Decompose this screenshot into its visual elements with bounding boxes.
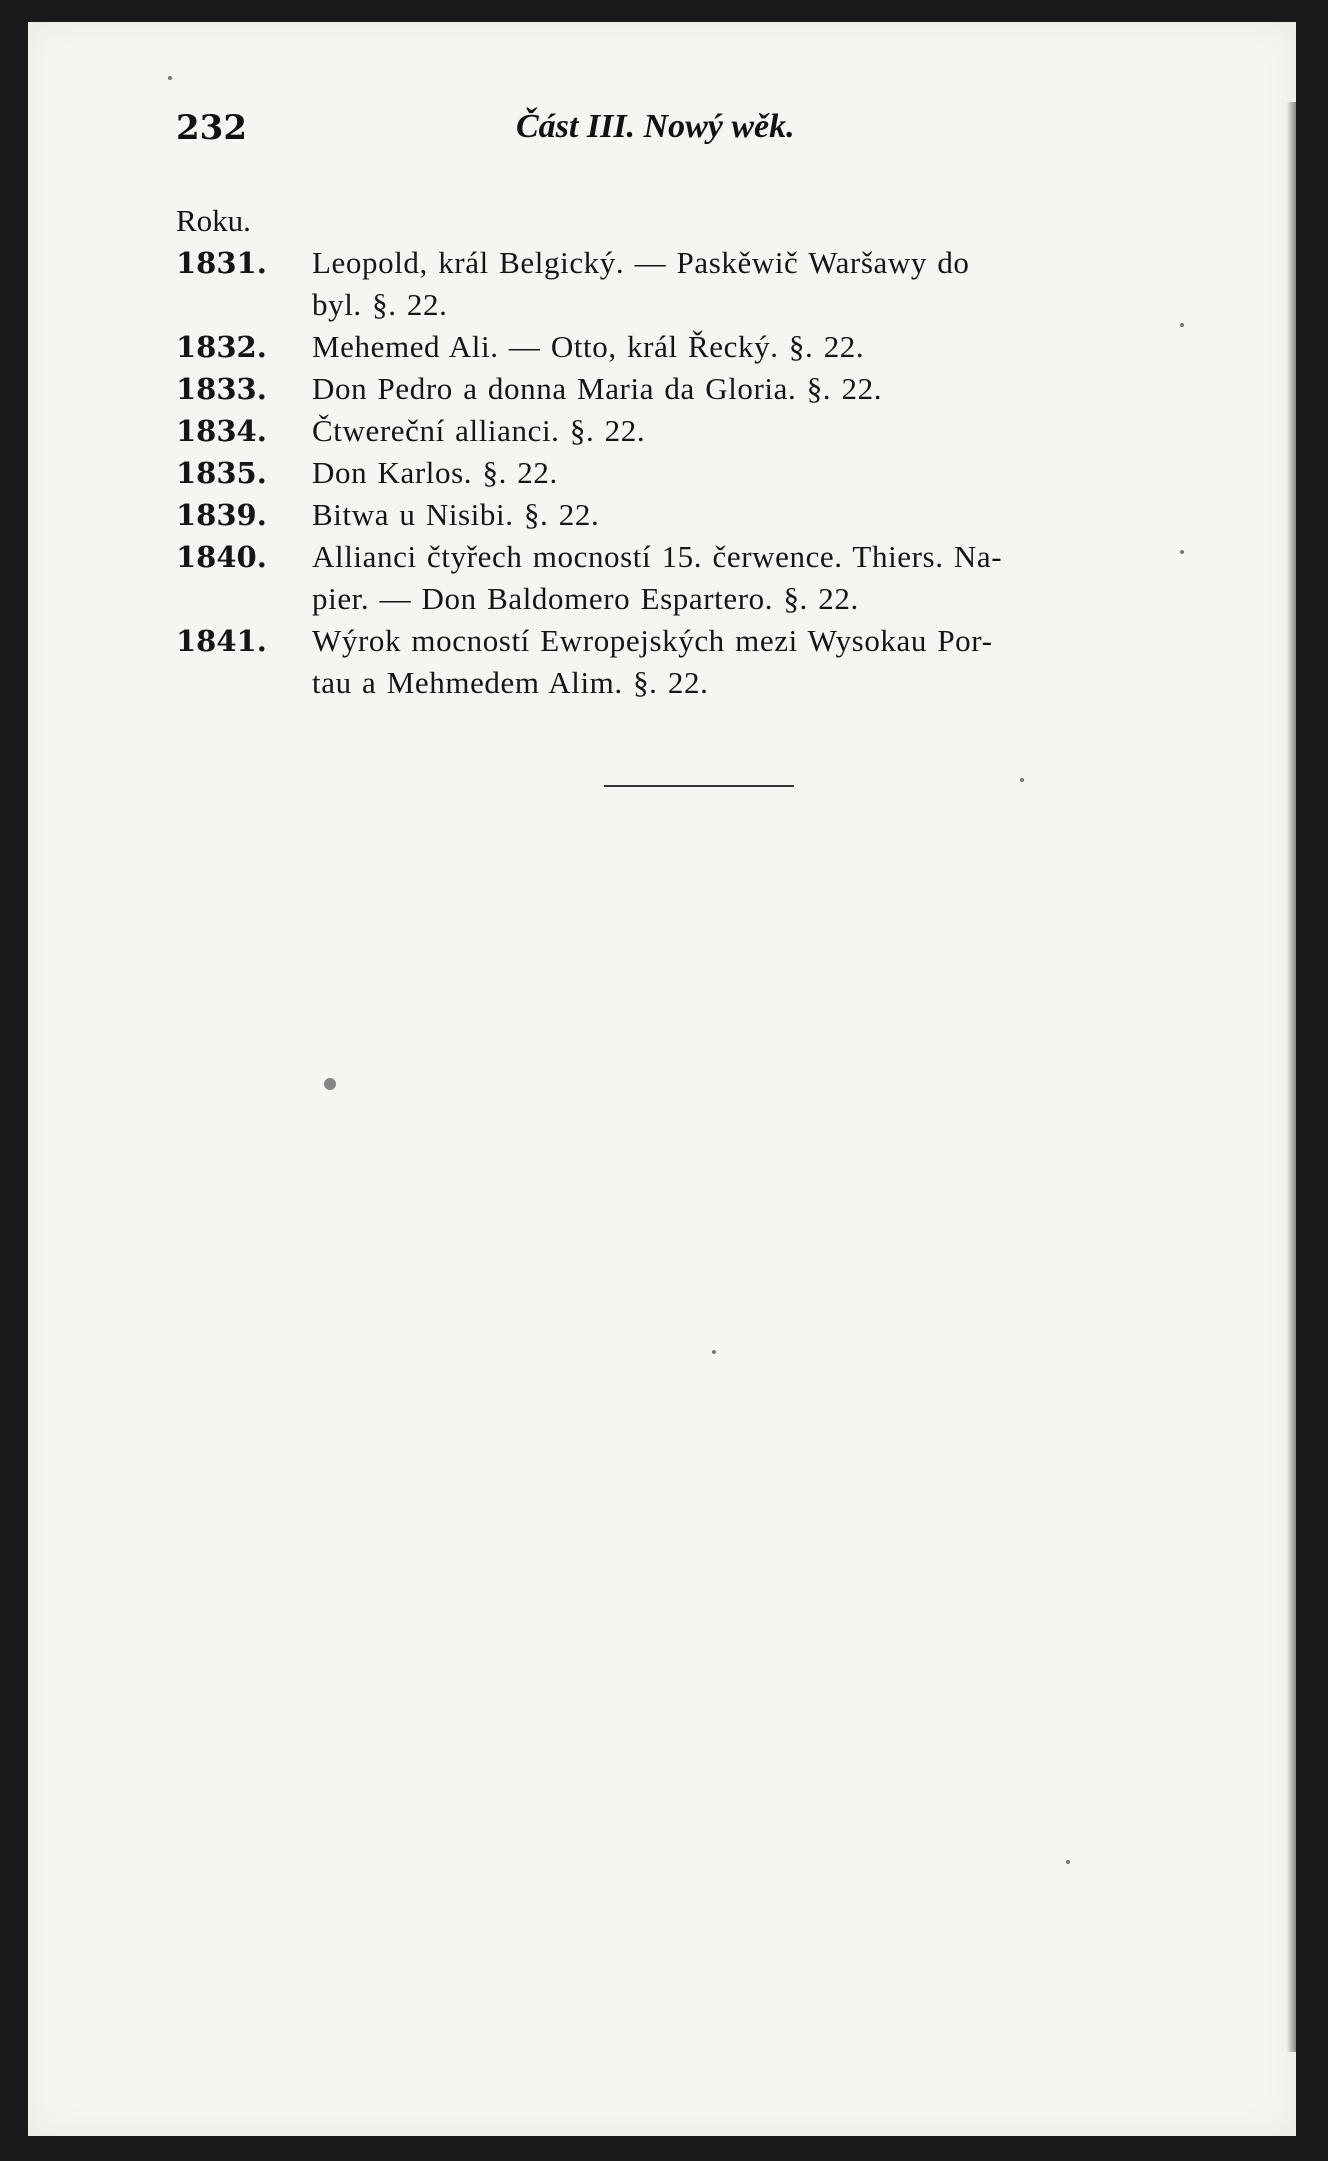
chronology-entry [176, 410, 1186, 452]
entry-text [312, 242, 1186, 326]
entry-line: tau a Mehmedem Alim. §. 22. [312, 665, 709, 700]
entry-text [312, 326, 1186, 368]
paper-speck [168, 76, 172, 80]
paper-speck [1066, 1860, 1070, 1864]
entry-text [312, 368, 1186, 410]
entry-line: Don Karlos. §. 22. [312, 455, 558, 490]
entry-year: 1839. [176, 498, 267, 532]
entry-line: Allianci čtyřech mocností 15. čerwence. Thiers. Na- [312, 539, 1003, 574]
entry-line: Don Pedro a donna Maria da Gloria. §. 22. [312, 371, 883, 406]
roku-label: Roku. [176, 203, 251, 238]
chronology-entry [176, 452, 1186, 494]
paper-speck [1180, 550, 1184, 554]
chronology-entry [176, 494, 1186, 536]
chronology-entry [176, 242, 1186, 326]
chronology-entry [176, 620, 1186, 704]
chronology-list [176, 200, 1186, 704]
entry-text [312, 452, 1186, 494]
paper-speck [1020, 778, 1024, 782]
entry-year: 1831. [176, 246, 267, 280]
entry-line: Wýrok mocností Ewropejských mezi Wysokau Por- [312, 623, 993, 658]
entry-line: byl. §. 22. [312, 287, 448, 322]
running-title: Část III. Nowý wěk. [516, 108, 795, 145]
chronology-entry [176, 368, 1186, 410]
entry-line: Čtwereční allianci. §. 22. [312, 413, 646, 448]
entry-line: Leopold, král Belgický. — Paskěwič Waršawy do [312, 245, 970, 280]
entry-text [312, 494, 1186, 536]
page-header [176, 108, 856, 158]
entry-line: Bitwa u Nisibi. §. 22. [312, 497, 600, 532]
entry-text [312, 410, 1186, 452]
page-number: 232 [176, 108, 247, 148]
entry-text [312, 620, 1186, 704]
entry-year: 1832. [176, 330, 267, 364]
page-edge-shadow [1286, 102, 1296, 2052]
entry-year: 1840. [176, 540, 267, 574]
entry-year: 1833. [176, 372, 267, 406]
section-divider [604, 785, 794, 787]
entry-year: 1834. [176, 414, 267, 448]
chronology-entry [176, 536, 1186, 620]
entry-year: 1835. [176, 456, 267, 490]
entry-year: 1841. [176, 624, 267, 658]
chronology-entry [176, 326, 1186, 368]
ink-smudge [324, 1078, 336, 1090]
entry-line: pier. — Don Baldomero Espartero. §. 22. [312, 581, 859, 616]
paper-speck [1180, 323, 1184, 327]
paper-speck [712, 1350, 716, 1354]
entry-line: Mehemed Ali. — Otto, král Řecký. §. 22. [312, 329, 865, 364]
entry-text [312, 536, 1186, 620]
